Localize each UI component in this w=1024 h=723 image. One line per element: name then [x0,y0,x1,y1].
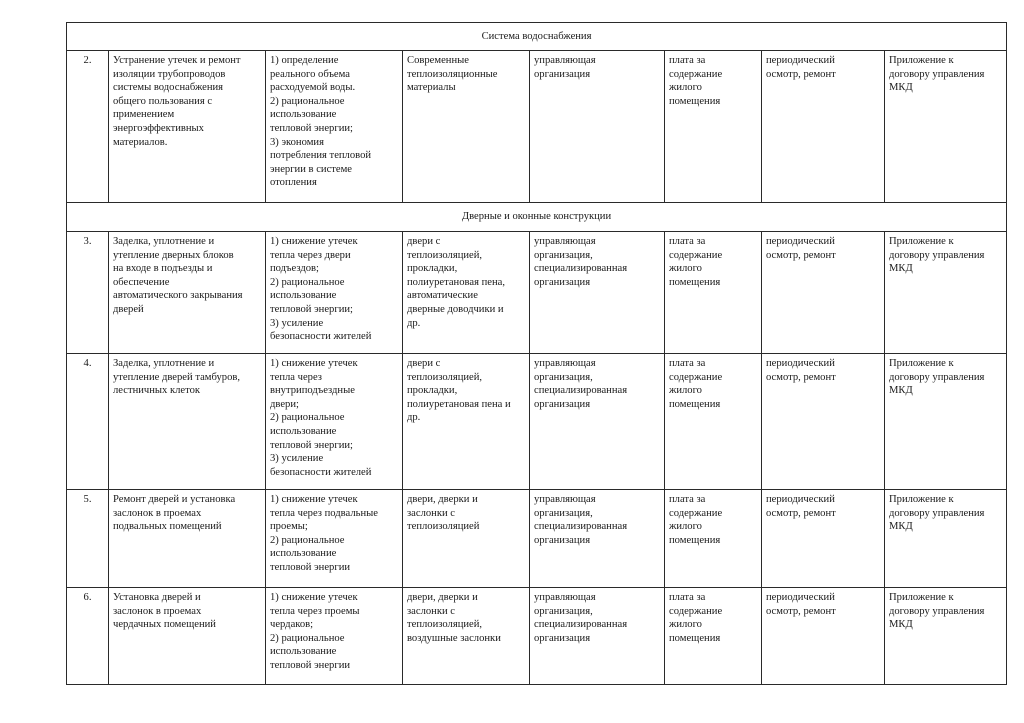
cell-line: осмотр, ремонт [766,371,836,383]
cell-line: заслонки с [407,507,456,519]
cell-line: договору управления [889,605,985,617]
cell-line: использование [270,290,337,302]
cell-line: системы водоснабжения [113,82,224,94]
cell-line: 3) усиление [270,453,324,465]
cell-line: тепловой энергии; [270,439,353,451]
cell-line: подвальных помещений [113,521,222,533]
materials-cell [403,588,530,685]
cell-line: утепление дверей тамбуров, [113,371,241,383]
cell-line: на входе в подъезды и [113,263,213,275]
cell-line: безопасности жителей [270,466,372,478]
measure-cell [109,232,266,354]
measure-cell [109,588,266,685]
cell-line: Современные [407,55,469,66]
cell-line: специализированная [534,619,628,631]
cell-line: тепла через двери [270,249,351,261]
cell-line: жилого [669,82,702,94]
cell-line: договору управления [889,371,985,383]
cell-line: 1) снижение утечек [270,494,358,505]
cell-line: 2) рациональное [270,95,345,107]
section-title: Система водоснабжения [67,23,1007,51]
cell-line: чердачных помещений [113,619,216,631]
cell-line: МКД [889,82,913,94]
cell-line: договору управления [889,249,985,261]
cell-line: общего пользования с [113,95,213,107]
cell-line: 2) рациональное [270,632,345,644]
cell-line: помещения [669,398,721,410]
cell-line: Заделка, уплотнение и [113,236,215,247]
cell-line: Ремонт дверей и установка [113,494,236,505]
cell-line: применением [113,109,175,121]
cell-line: помещения [669,276,721,288]
cell-line: 3) усиление [270,317,324,329]
cell-line: плата за [669,592,706,603]
document-cell [885,232,1007,354]
cell-line: Приложение к [889,236,954,247]
executor-cell [530,490,665,588]
cell-line: полиуретановая пена, [407,276,505,288]
cell-line: чердаков; [270,619,314,631]
cell-line: безопасности жителей [270,331,372,343]
cell-line: помещения [669,632,721,644]
table-row [67,232,1007,354]
cell-line: заслонок в проемах [113,605,202,617]
materials-cell [403,232,530,354]
cell-line: дверей [113,303,144,315]
cell-line: потребления тепловой [270,150,372,162]
section-header [67,23,1007,51]
cell-line: плата за [669,55,706,66]
cell-line: 3) экономия [270,136,324,148]
cell-line: материалы [407,82,456,94]
funding-source-cell [665,51,762,203]
cell-line: изоляции трубопроводов [113,68,226,80]
cell-line: использование [270,646,337,658]
cell-line: специализированная [534,263,628,275]
table-row [67,490,1007,588]
cell-line: расходуемой воды. [270,82,356,94]
cell-line: специализированная [534,385,628,397]
cell-line: энергоэффективных [113,122,204,134]
cell-line: тепла через подвальные [270,507,378,519]
cell-line: автоматические [407,290,478,302]
cell-line: реального объема [270,68,350,80]
cell-line: использование [270,425,337,437]
funding-source-cell [665,490,762,588]
row-number: 4. [67,354,109,490]
cell-line: МКД [889,263,913,275]
cell-line: МКД [889,385,913,397]
cell-line: Приложение к [889,592,954,603]
cell-line: организация, [534,371,593,383]
document-cell [885,51,1007,203]
funding-source-cell [665,354,762,490]
cell-line: организация [534,276,591,288]
cell-line: воздушные заслонки [407,632,501,644]
cell-line: теплоизоляцией, [407,249,483,261]
cell-line: 1) снижение утечек [270,592,358,603]
measures-table [66,22,1007,685]
frequency-cell [762,232,885,354]
cell-line: плата за [669,358,706,369]
cell-line: осмотр, ремонт [766,249,836,261]
measure-cell [109,490,266,588]
cell-line: организация [534,534,591,546]
cell-line: др. [407,317,421,329]
cell-line: жилого [669,385,702,397]
cell-line: прокладки, [407,385,458,397]
cell-line: полиуретановая пена и [407,398,511,410]
cell-line: организация, [534,605,593,617]
section-title: Дверные и оконные конструкции [67,203,1007,232]
cell-line: тепла через [270,371,322,383]
effect-cell [266,51,403,203]
cell-line: осмотр, ремонт [766,605,836,617]
cell-line: теплоизоляцией [407,521,480,533]
row-number: 5. [67,490,109,588]
cell-line: договору управления [889,68,985,80]
cell-line: периодический [766,55,835,66]
cell-line: 1) снижение утечек [270,358,358,369]
cell-line: периодический [766,236,835,247]
cell-line: тепловой энергии [270,561,351,573]
cell-line: Приложение к [889,55,954,66]
cell-line: содержание [669,371,723,383]
cell-line: энергии в системе [270,163,353,175]
cell-line: организация [534,632,591,644]
cell-line: осмотр, ремонт [766,68,836,80]
cell-line: использование [270,548,337,560]
cell-line: подъездов; [270,263,319,275]
cell-line: организация [534,398,591,410]
cell-line: теплоизоляционные [407,68,498,80]
cell-line: двери с [407,358,441,369]
cell-line: утепление дверных блоков [113,249,234,261]
executor-cell [530,51,665,203]
executor-cell [530,354,665,490]
frequency-cell [762,51,885,203]
cell-line: плата за [669,494,706,505]
cell-line: дверные доводчики и [407,303,504,315]
cell-line: 2) рациональное [270,412,345,424]
cell-line: теплоизоляцией, [407,371,483,383]
cell-line: 2) рациональное [270,276,345,288]
cell-line: периодический [766,494,835,505]
cell-line: заслонки с [407,605,456,617]
cell-line: помещения [669,95,721,107]
cell-line: отопления [270,177,317,189]
cell-line: периодический [766,592,835,603]
cell-line: 2) рациональное [270,534,345,546]
cell-line: МКД [889,521,913,533]
cell-line: проемы; [270,521,308,533]
cell-line: 1) определение [270,55,339,66]
cell-line: организация [534,68,591,80]
row-number: 3. [67,232,109,354]
executor-cell [530,232,665,354]
measure-cell [109,354,266,490]
cell-line: прокладки, [407,263,458,275]
cell-line: др. [407,412,421,424]
cell-line: материалов. [113,136,168,148]
effect-cell [266,490,403,588]
cell-line: Установка дверей и [113,592,201,603]
cell-line: управляющая [534,358,596,369]
document-cell [885,354,1007,490]
effect-cell [266,232,403,354]
cell-line: помещения [669,534,721,546]
cell-line: жилого [669,263,702,275]
cell-line: двери, дверки и [407,592,478,603]
cell-line: тепловой энергии; [270,303,353,315]
row-number: 2. [67,51,109,203]
cell-line: заслонок в проемах [113,507,202,519]
cell-line: двери; [270,398,299,410]
cell-line: управляющая [534,494,596,505]
materials-cell [403,490,530,588]
cell-line: содержание [669,605,723,617]
cell-line: 1) снижение утечек [270,236,358,247]
cell-line: двери с [407,236,441,247]
frequency-cell [762,490,885,588]
cell-line: содержание [669,249,723,261]
cell-line: тепла через проемы [270,605,360,617]
table-row [67,588,1007,685]
frequency-cell [762,588,885,685]
cell-line: тепловой энергии [270,659,351,671]
cell-line: двери, дверки и [407,494,478,505]
cell-line: организация, [534,507,593,519]
cell-line: Приложение к [889,358,954,369]
materials-cell [403,354,530,490]
funding-source-cell [665,232,762,354]
cell-line: специализированная [534,521,628,533]
row-number: 6. [67,588,109,685]
cell-line: обеспечение [113,276,170,288]
cell-line: организация, [534,249,593,261]
cell-line: лестничных клеток [113,385,201,397]
cell-line: использование [270,109,337,121]
cell-line: управляющая [534,592,596,603]
funding-source-cell [665,588,762,685]
cell-line: управляющая [534,55,596,66]
executor-cell [530,588,665,685]
cell-line: договору управления [889,507,985,519]
document-cell [885,490,1007,588]
document-cell [885,588,1007,685]
materials-cell [403,51,530,203]
cell-line: МКД [889,619,913,631]
cell-line: тепловой энергии; [270,122,353,134]
measure-cell [109,51,266,203]
cell-line: жилого [669,521,702,533]
cell-line: жилого [669,619,702,631]
section-header [67,203,1007,232]
cell-line: внутриподъездные [270,385,355,397]
cell-line: осмотр, ремонт [766,507,836,519]
effect-cell [266,354,403,490]
cell-line: содержание [669,68,723,80]
cell-line: теплоизоляцией, [407,619,483,631]
cell-line: автоматического закрывания [113,290,243,302]
table-row [67,354,1007,490]
frequency-cell [762,354,885,490]
cell-line: плата за [669,236,706,247]
cell-line: периодический [766,358,835,369]
cell-line: управляющая [534,236,596,247]
cell-line: Заделка, уплотнение и [113,358,215,369]
cell-line: Устранение утечек и ремонт [113,55,241,66]
cell-line: Приложение к [889,494,954,505]
effect-cell [266,588,403,685]
table-row [67,51,1007,203]
cell-line: содержание [669,507,723,519]
